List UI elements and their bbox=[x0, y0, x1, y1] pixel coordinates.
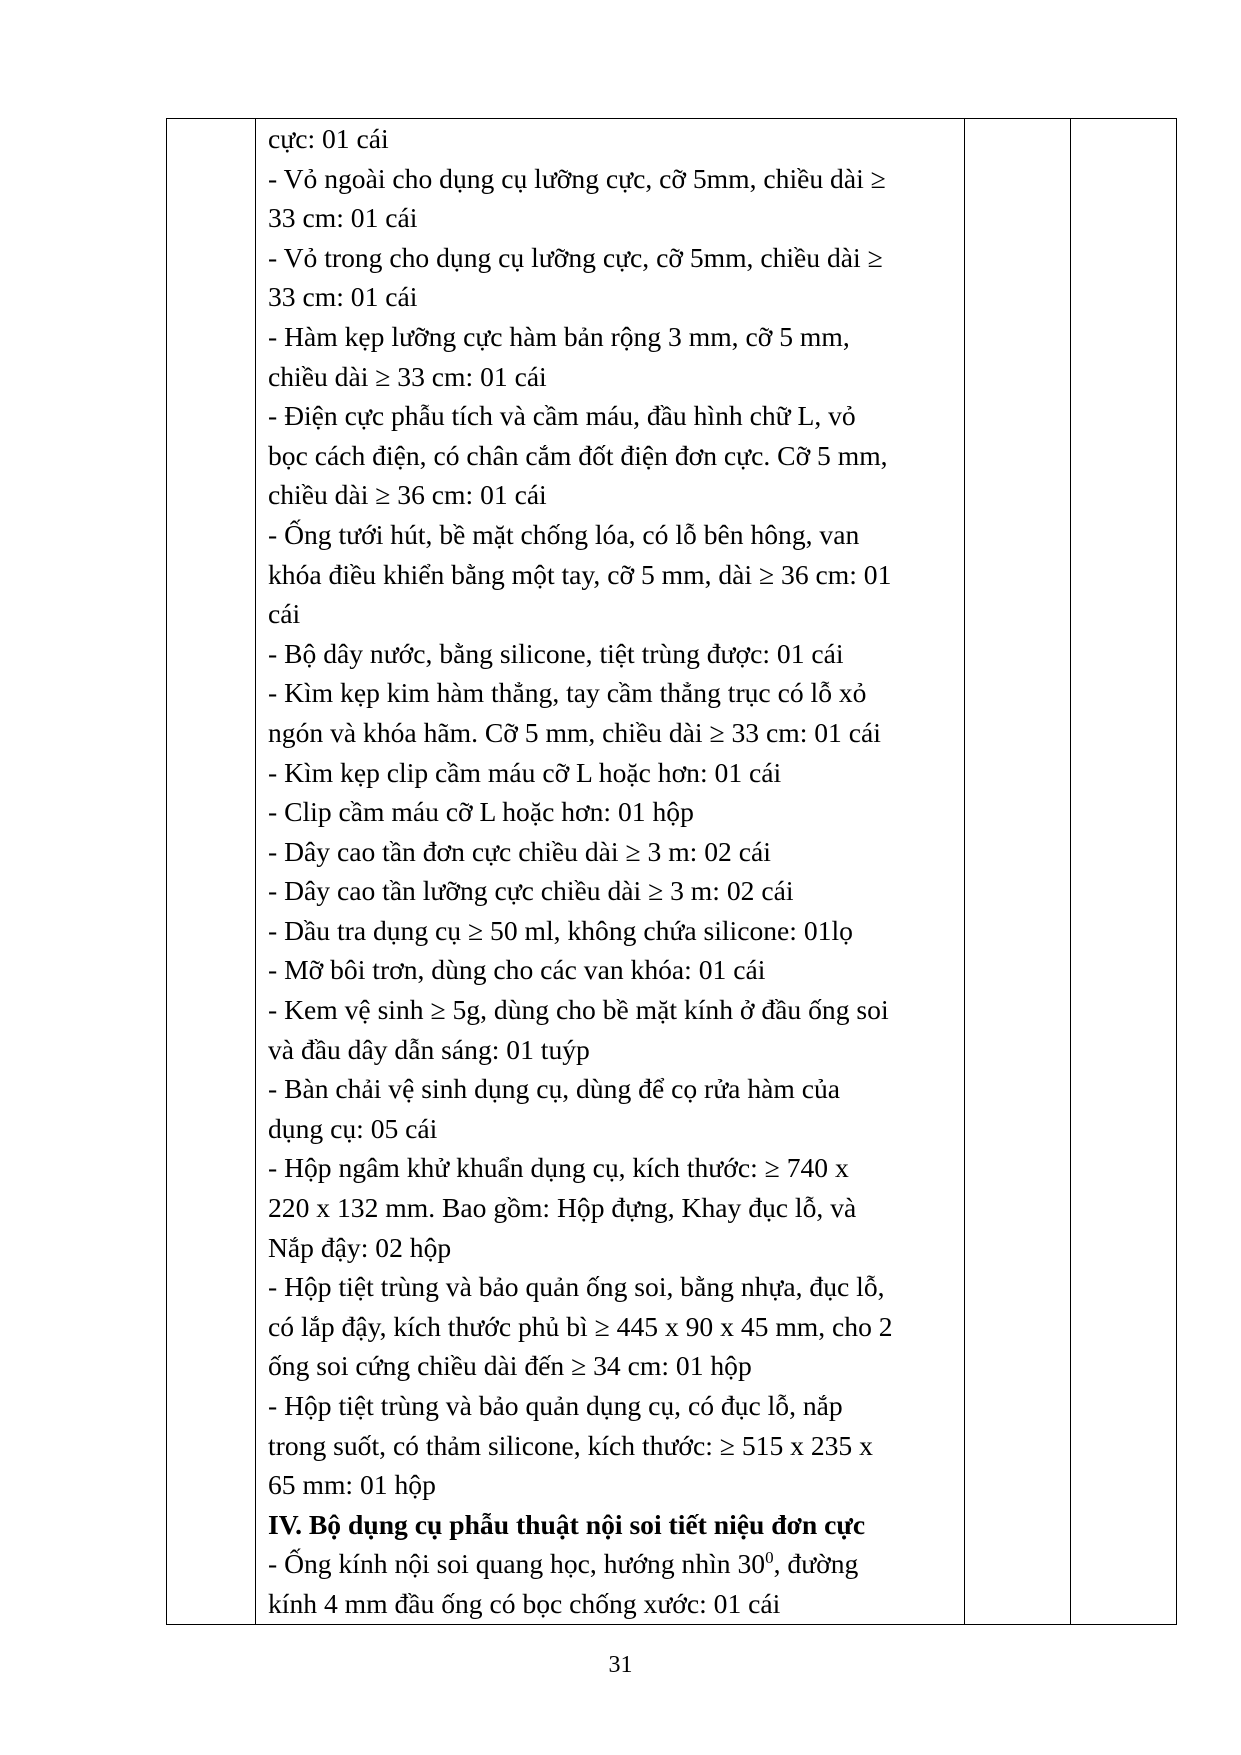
table-cell-specification bbox=[256, 119, 965, 1625]
equipment-spec-table bbox=[166, 118, 1177, 1625]
spec-line: Nắp đậy: 02 hộp bbox=[268, 1231, 452, 1263]
spec-line: - Dây cao tần lưỡng cực chiều dài ≥ 3 m: 02 cái bbox=[268, 875, 794, 907]
spec-line: - Dầu tra dụng cụ ≥ 50 ml, không chứa silicone: 01lọ bbox=[268, 914, 853, 946]
table-cell-unit bbox=[965, 119, 1071, 1625]
spec-line: - Ống tưới hút, bề mặt chống lóa, có lỗ bên hông, van bbox=[268, 518, 860, 550]
spec-line: dụng cụ: 05 cái bbox=[268, 1112, 438, 1144]
spec-text: - Ống kính nội soi quang học, hướng nhìn 30 bbox=[268, 1548, 766, 1580]
spec-line: ống soi cứng chiều dài đến ≥ 34 cm: 01 hộp bbox=[268, 1350, 752, 1382]
spec-line: - Hộp tiệt trùng và bảo quản ống soi, bằng nhựa, đục lỗ, bbox=[268, 1271, 885, 1303]
page-number: 31 bbox=[608, 1652, 633, 1678]
spec-line: - Điện cực phẫu tích và cầm máu, đầu hình chữ L, vỏ bbox=[268, 400, 856, 432]
spec-line: - Hàm kẹp lưỡng cực hàm bản rộng 3 mm, cỡ 5 mm, bbox=[268, 320, 850, 352]
section-heading: IV. Bộ dụng cụ phẫu thuật nội soi tiết niệu đơn cực bbox=[268, 1508, 866, 1540]
spec-line: - Bộ dây nước, bằng silicone, tiệt trùng được: 01 cái bbox=[268, 637, 844, 669]
table-cell-quantity bbox=[1071, 119, 1177, 1625]
spec-line: 65 mm: 01 hộp bbox=[268, 1469, 436, 1501]
superscript-degree: 0 bbox=[765, 1548, 774, 1568]
spec-line: - Hộp ngâm khử khuẩn dụng cụ, kích thước: ≥ 740 x bbox=[268, 1152, 849, 1184]
spec-line: bọc cách điện, có chân cắm đốt điện đơn cực. Cỡ 5 mm, bbox=[268, 439, 888, 471]
spec-line: - Bàn chải vệ sinh dụng cụ, dùng để cọ rửa hàm của bbox=[268, 1073, 841, 1105]
table-cell-index bbox=[167, 119, 256, 1625]
spec-line: - Kìm kẹp kim hàm thẳng, tay cầm thẳng trục có lỗ xỏ bbox=[268, 677, 867, 709]
spec-line: khóa điều khiển bằng một tay, cỡ 5 mm, dài ≥ 36 cm: 01 bbox=[268, 558, 892, 590]
spec-line: - Hộp tiệt trùng và bảo quản dụng cụ, có đục lỗ, nắp bbox=[268, 1390, 843, 1421]
table-row bbox=[167, 119, 1177, 1625]
spec-line: có lắp đậy, kích thước phủ bì ≥ 445 x 90 x 45 mm, cho 2 bbox=[268, 1310, 893, 1342]
spec-line: và đầu dây dẫn sáng: 01 tuýp bbox=[268, 1033, 590, 1065]
spec-line: cực: 01 cái bbox=[268, 123, 389, 154]
spec-line: - Vỏ trong cho dụng cụ lưỡng cực, cỡ 5mm, chiều dài ≥ bbox=[268, 241, 883, 273]
spec-line: - Kem vệ sinh ≥ 5g, dùng cho bề mặt kính ở đầu ống soi bbox=[268, 994, 889, 1026]
spec-line: ngón và khóa hãm. Cỡ 5 mm, chiều dài ≥ 33 cm: 01 cái bbox=[268, 716, 881, 748]
spec-line: - Kìm kẹp clip cầm máu cỡ L hoặc hơn: 01 cái bbox=[268, 756, 782, 788]
spec-line: chiều dài ≥ 33 cm: 01 cái bbox=[268, 360, 547, 392]
spec-line bbox=[268, 1544, 958, 1584]
spec-line: - Mỡ bôi trơn, dùng cho các van khóa: 01 cái bbox=[268, 954, 766, 986]
spec-line: trong suốt, có thảm silicone, kích thước: ≥ 515 x 235 x bbox=[268, 1429, 873, 1461]
spec-text: , đường bbox=[773, 1548, 859, 1580]
spec-line: 33 cm: 01 cái bbox=[268, 202, 418, 234]
spec-line: - Vỏ ngoài cho dụng cụ lưỡng cực, cỡ 5mm, chiều dài ≥ bbox=[268, 162, 886, 194]
spec-line: chiều dài ≥ 36 cm: 01 cái bbox=[268, 479, 547, 511]
spec-line: 220 x 132 mm. Bao gồm: Hộp đựng, Khay đục lỗ, và bbox=[268, 1192, 857, 1224]
spec-line: cái bbox=[268, 598, 301, 630]
spec-line: kính 4 mm đầu ống có bọc chống xước: 01 cái bbox=[268, 1587, 781, 1619]
spec-line: - Clip cầm máu cỡ L hoặc hơn: 01 hộp bbox=[268, 796, 694, 828]
spec-line: 33 cm: 01 cái bbox=[268, 281, 418, 313]
spec-line: - Dây cao tần đơn cực chiều dài ≥ 3 m: 02 cái bbox=[268, 835, 771, 867]
